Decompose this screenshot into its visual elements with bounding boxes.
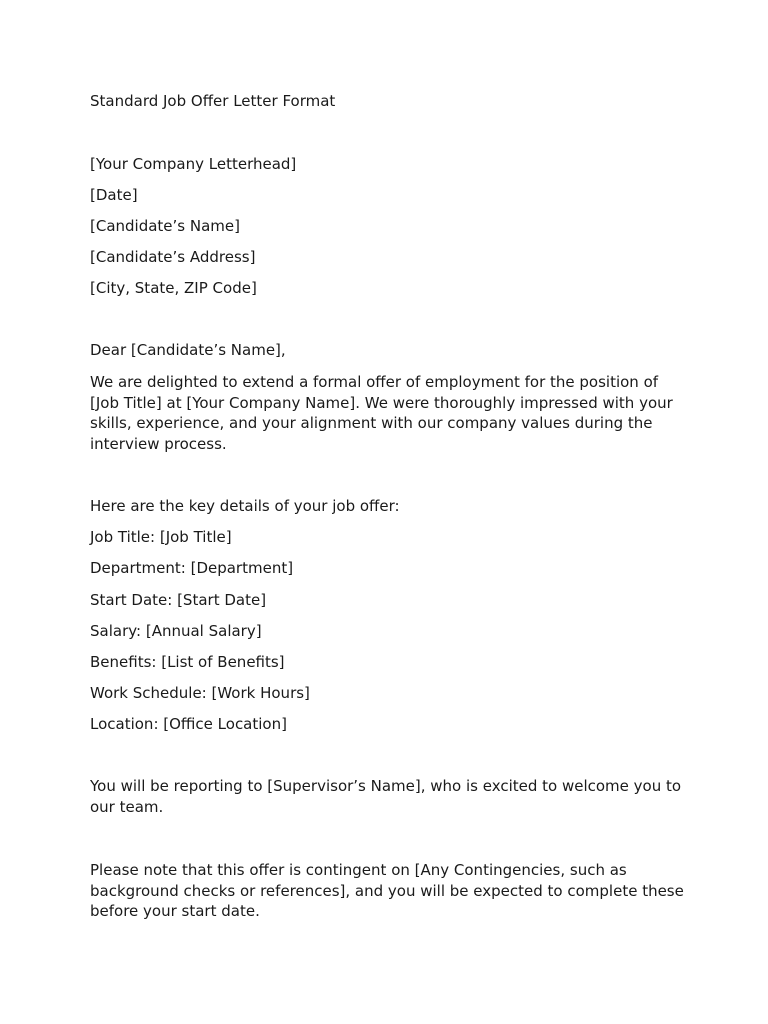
detail-salary: Salary: [Annual Salary]: [90, 622, 262, 640]
city-state-zip: [City, State, ZIP Code]: [90, 279, 257, 297]
company-letterhead: [Your Company Letterhead]: [90, 155, 297, 173]
salutation: Dear [Candidate’s Name],: [90, 341, 286, 359]
intro-paragraph: We are delighted to extend a formal offer of employment for the position of [Job Title] at [Your Company Name]. We were thoroughly impressed with your skills, experience, and your alignment with our company values during the interview process.: [90, 373, 673, 454]
detail-location: Location: [Office Location]: [90, 715, 287, 733]
detail-start-date: Start Date: [Start Date]: [90, 591, 267, 609]
detail-department: Department: [Department]: [90, 559, 294, 577]
details-intro: Here are the key details of your job offer:: [90, 497, 400, 515]
detail-work-schedule: Work Schedule: [Work Hours]: [90, 684, 310, 702]
reporting-paragraph: You will be reporting to [Supervisor’s Name], who is excited to welcome you to our team.: [90, 777, 682, 816]
detail-job-title: Job Title: [Job Title]: [90, 528, 232, 546]
contingency-paragraph: Please note that this offer is contingent on [Any Contingencies, such as background checks or references], and you will be expected to complete these before your start date.: [90, 861, 684, 921]
letter-date: [Date]: [90, 186, 138, 204]
detail-benefits: Benefits: [List of Benefits]: [90, 653, 285, 671]
document-title: Standard Job Offer Letter Format: [90, 92, 336, 110]
candidate-address: [Candidate’s Address]: [90, 248, 256, 266]
candidate-name: [Candidate’s Name]: [90, 217, 240, 235]
